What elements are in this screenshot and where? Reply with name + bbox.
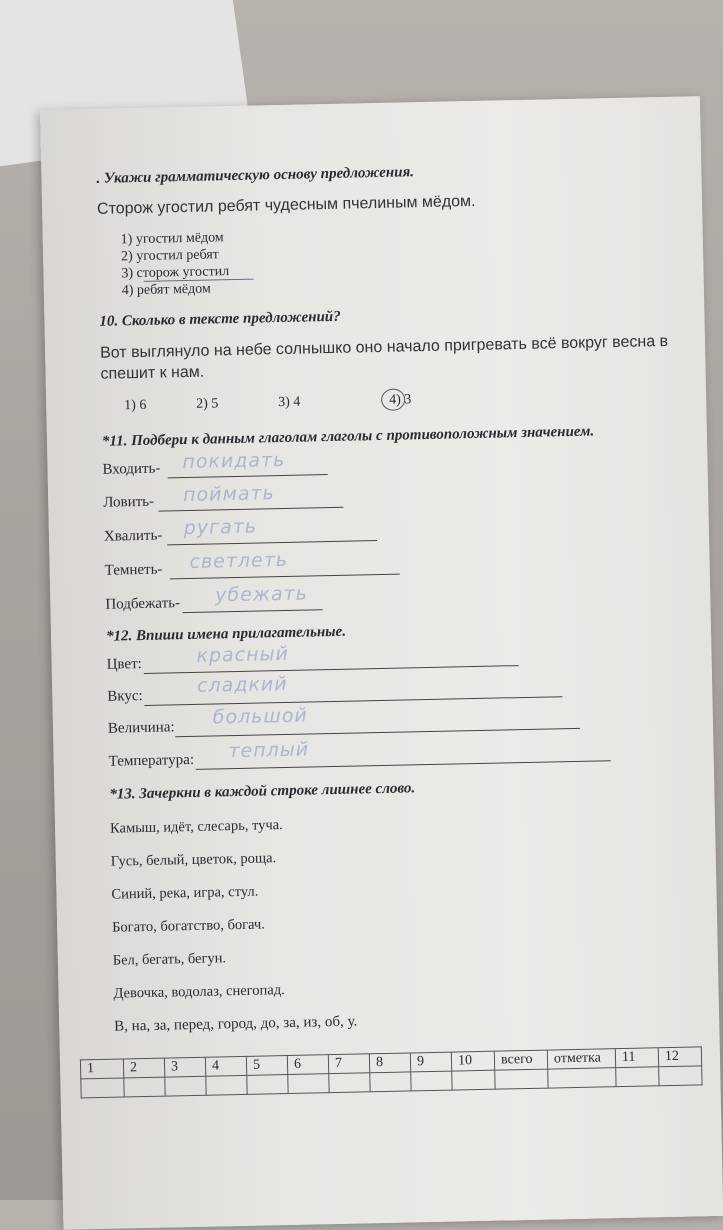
score-header-grade: отметка — [547, 1049, 615, 1069]
score-cell — [548, 1068, 616, 1088]
q11-line-2 — [158, 507, 343, 512]
score-header-12: 12 — [658, 1047, 701, 1067]
q12-heading: *12. Впиши имена прилагательные. — [105, 623, 347, 645]
score-cell — [370, 1072, 411, 1092]
q11-answer-2: поймать — [182, 482, 275, 507]
q12-line-2 — [144, 696, 562, 706]
q9-sentence: Сторож угостил ребят чудесным пчелиным мёдом. — [96, 192, 476, 218]
q11-answer-4: светлеть — [189, 548, 289, 573]
score-header-total: всего — [494, 1050, 547, 1070]
q12-answer-1: красный — [196, 642, 290, 667]
q11-heading: *11. Подбери к данным глаголам глаголы с противоположным значением. — [101, 423, 595, 450]
score-header-4: 4 — [205, 1056, 246, 1076]
q13-line-5: Бел, бегать, бегун. — [112, 950, 227, 969]
score-cell — [247, 1075, 288, 1095]
q13-line-1: Камыш, идёт, слесарь, туча. — [109, 817, 283, 837]
q11-line-5 — [183, 609, 323, 613]
score-cell — [495, 1069, 548, 1089]
q12-answer-3: большой — [212, 704, 309, 729]
q13-heading: *13. Зачеркни в каждой строке лишнее слово. — [109, 780, 416, 803]
score-table — [80, 1046, 703, 1098]
q11-label-3: Хвалить- — [103, 527, 163, 545]
q9-option-1: 1) угостил мёдом — [120, 230, 224, 248]
q10-option-4: 4) 3 — [388, 392, 412, 408]
q10-option-3: 3) 4 — [278, 394, 301, 411]
q10-text-line1: Вот выглянуло на небе солнышко оно начало пригревать всё вокруг весна в — [99, 332, 669, 362]
q13-line-3: Синий, река, игра, стул. — [111, 883, 259, 903]
q12-answer-4: теплый — [228, 738, 310, 763]
score-cell — [81, 1078, 124, 1098]
q10-option-2: 2) 5 — [196, 396, 219, 412]
q12-line-3 — [175, 728, 580, 737]
q11-line-4 — [170, 574, 400, 580]
score-header-9: 9 — [410, 1052, 451, 1072]
q11-answer-5: убежать — [214, 582, 309, 607]
score-header-11: 11 — [615, 1048, 658, 1068]
q10-heading: 10. Сколько в тексте предложений? — [99, 308, 341, 330]
q12-label-4: Температура: — [108, 751, 195, 770]
q12-answer-2: сладкий — [196, 672, 288, 697]
q12-line-4 — [196, 760, 611, 770]
q12-label-2: Вкус: — [107, 687, 143, 705]
score-header-2: 2 — [123, 1058, 164, 1078]
worksheet-page — [40, 96, 723, 1230]
q9-option-3: 3) сторож угостил — [121, 264, 230, 282]
q11-label-1: Входить- — [102, 460, 161, 478]
q11-label-5: Подбежать- — [105, 595, 181, 613]
q13-line-7: В, на, за, перед, город, до, за, из, об, у. — [114, 1013, 358, 1035]
q11-label-2: Ловить- — [103, 493, 155, 511]
score-header-1: 1 — [80, 1059, 123, 1079]
q11-line-3 — [167, 540, 377, 545]
score-cell — [659, 1066, 702, 1086]
score-header-6: 6 — [287, 1055, 328, 1075]
q9-option-2: 2) угостил ребят — [120, 247, 219, 265]
score-cell — [616, 1067, 659, 1087]
q11-answer-1: покидать — [182, 448, 286, 474]
score-cell — [165, 1076, 206, 1096]
q11-line-1 — [168, 474, 328, 478]
score-cell — [124, 1077, 165, 1097]
score-header-5: 5 — [246, 1056, 287, 1076]
score-header-3: 3 — [164, 1057, 205, 1077]
score-cell — [329, 1073, 370, 1093]
score-header-8: 8 — [369, 1053, 410, 1073]
score-cell — [452, 1070, 495, 1090]
score-cell — [411, 1071, 452, 1091]
q13-line-6: Девочка, водолаз, снегопад. — [113, 982, 285, 1002]
q9-heading: . Укажи грамматическую основу предложения. — [96, 164, 415, 187]
score-cell — [206, 1075, 247, 1095]
q12-label-1: Цвет: — [106, 655, 143, 673]
q9-option-4: 4) ребят мёдом — [121, 281, 211, 299]
q12-label-3: Величина: — [107, 719, 175, 737]
q11-answer-3: ругать — [183, 515, 258, 540]
q10-text-line2: спешит к нам. — [100, 363, 205, 383]
q10-option-1: 1) 6 — [124, 397, 147, 414]
q11-label-4: Темнеть- — [104, 561, 163, 579]
q13-line-2: Гусь, белый, цветок, роща. — [110, 850, 277, 870]
score-header-7: 7 — [328, 1054, 369, 1074]
q13-line-4: Богато, богатство, богач. — [111, 916, 266, 936]
score-cell — [288, 1074, 329, 1094]
score-header-10: 10 — [451, 1051, 494, 1071]
